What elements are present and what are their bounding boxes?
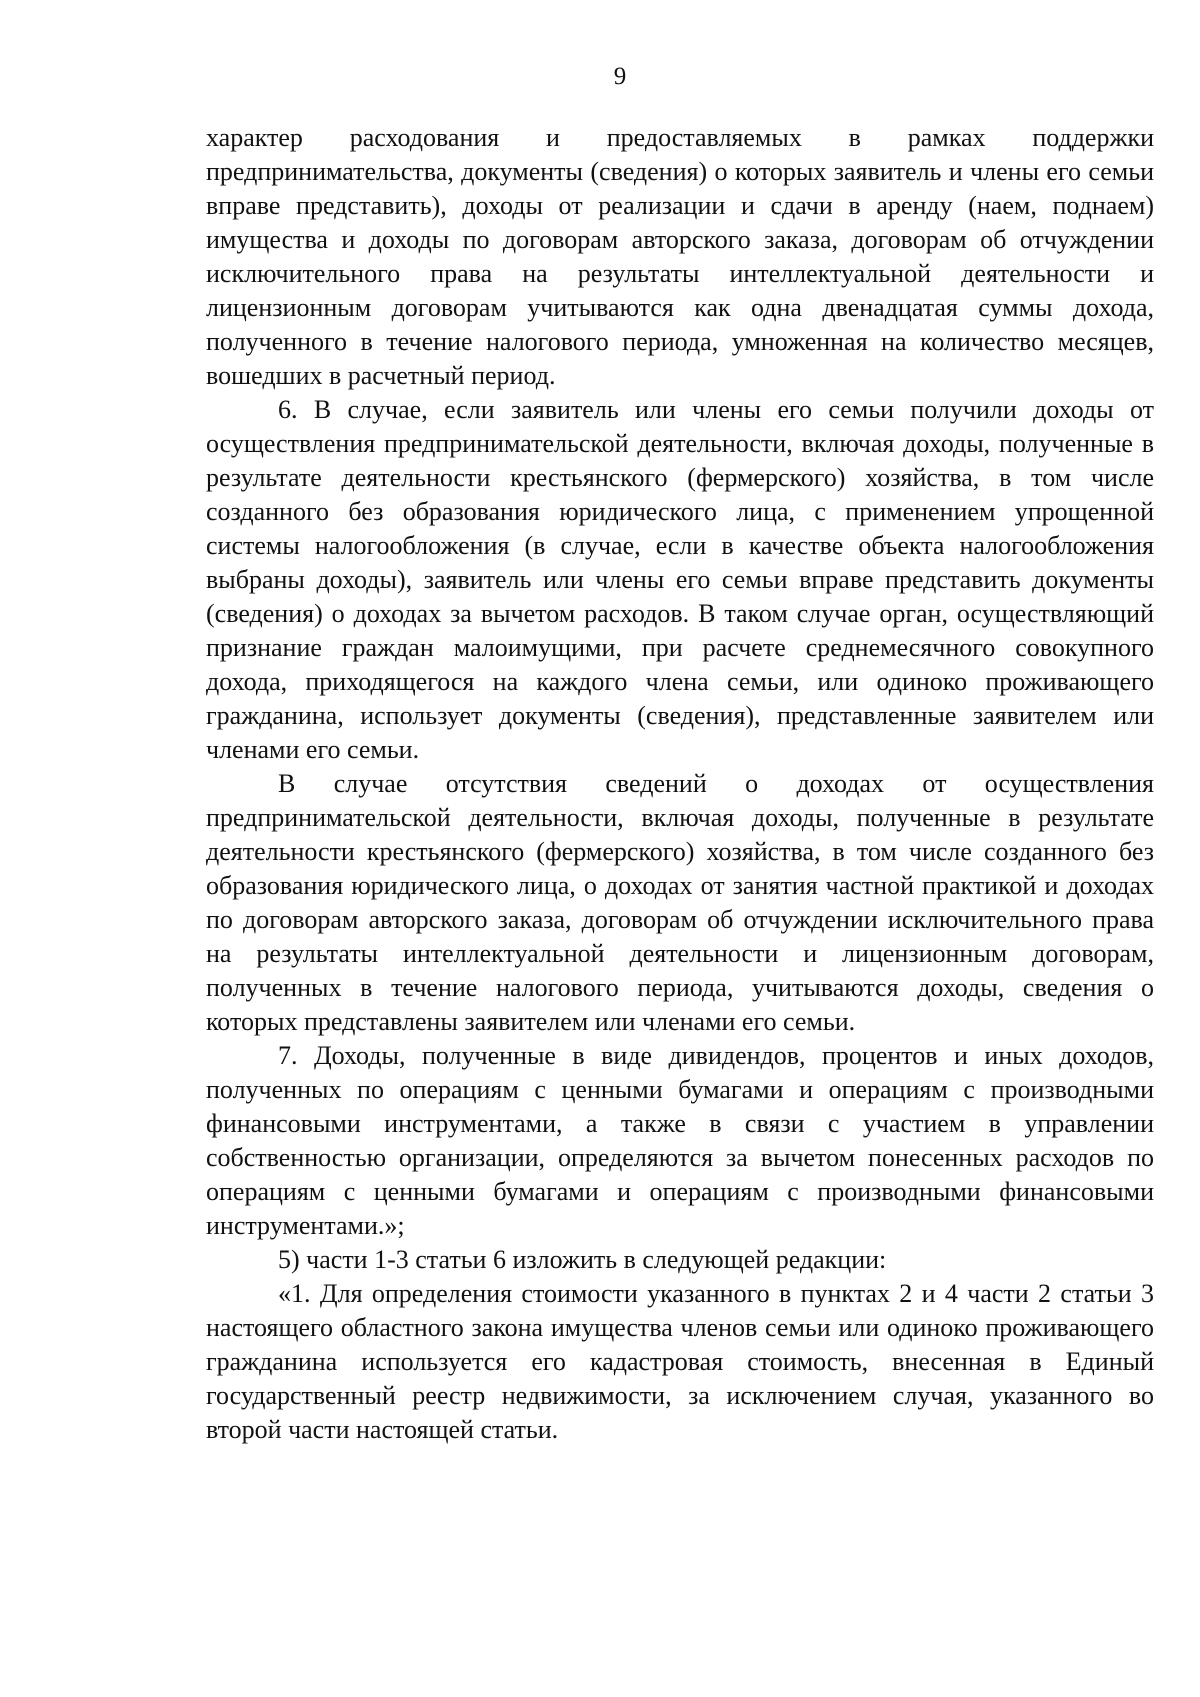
paragraph-continuation: характер расходования и предоставляемых в рамках поддержки предпринимательства, документы (сведения) о которых заявитель и члены его семьи вправе представить), доходы от реализации и сдачи в аренду (наем, поднаем) имущества и доходы по договорам авторского заказа, договорам об отчуждении исключительного права на результаты интеллектуальной деятельности и лицензионным договорам учитываются как одна двенадцатая суммы дохода, полученного в течение налогового периода, умноженная на количество месяцев, вошедших в расчетный период.	[206, 123, 1154, 390]
paragraph-article-6-part-1: «1. Для определения стоимости указанного в пунктах 2 и 4 части 2 статьи 3 настоящего областного закона имущества членов семьи или одиноко проживающего гражданина используется его кадастровая стоимость, внесенная в Единый государственный реестр недвижимости, за исключением случая, указанного во второй части настоящей статьи.	[206, 1279, 1154, 1444]
document-body	[206, 121, 1154, 1447]
paragraph-item-6-second: В случае отсутствия сведений о доходах от осуществления предпринимательской деятельности, включая доходы, полученные в результате деятельности крестьянского (фермерского) хозяйства, в том числе созданного без образования юридического лица, о доходах от занятия частной практикой и доходах по договорам авторского заказа, договорам об отчуждении исключительного права на результаты интеллектуальной деятельности и лицензионным договорам, полученных в течение налогового периода, учитываются доходы, сведения о которых представлены заявителем или членами его семьи.	[206, 769, 1154, 1036]
paragraph-item-6: 6. В случае, если заявитель или члены его семьи получили доходы от осуществления предпринимательской деятельности, включая доходы, полученные в результате деятельности крестьянского (фермерского) хозяйства, в том числе созданного без образования юридического лица, с применением упрощенной системы налогообложения (в случае, если в качестве объекта налогообложения выбраны доходы), заявитель или члены его семьи вправе представить документы (сведения) о доходах за вычетом расходов. В таком случае орган, осуществляющий признание граждан малоимущими, при расчете среднемесячного совокупного дохода, приходящегося на каждого члена семьи, или одиноко проживающего гражданина, использует документы (сведения), представленные заявителем или членами его семьи.	[206, 395, 1154, 764]
page-number: 9	[613, 63, 627, 90]
paragraph-amendment-5: 5) части 1-3 статьи 6 изложить в следующей редакции:	[278, 1245, 887, 1274]
paragraph-item-7: 7. Доходы, полученные в виде дивидендов, процентов и иных доходов, полученных по операциям с ценными бумагами и операциям с производными финансовыми инструментами, а также в связи с участием в управлении собственностью организации, определяются за вычетом понесенных расходов по операциям с ценными бумагами и операциям с производными финансовыми инструментами.»;	[206, 1041, 1154, 1240]
